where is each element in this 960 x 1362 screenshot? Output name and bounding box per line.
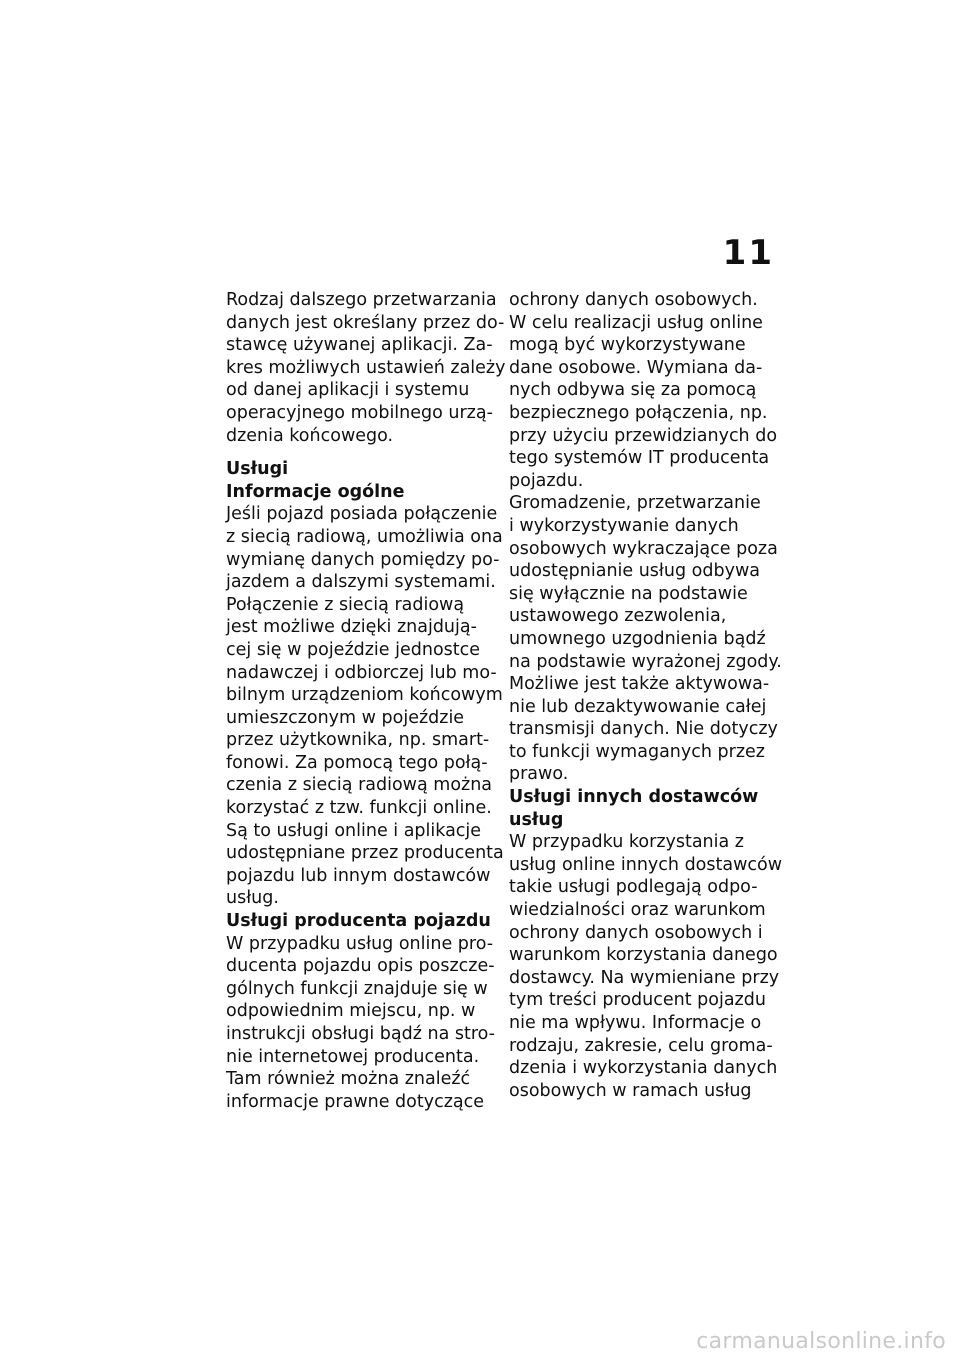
text-line: W przypadku usług online pro-: [226, 933, 494, 954]
text-line: dane osobowe. Wymiana da-: [509, 357, 763, 378]
section-heading: Informacje ogólne: [226, 481, 405, 502]
text-line: osobowych wykraczające poza: [509, 538, 778, 559]
text-line: to funkcji wymaganych przez: [509, 741, 765, 762]
text-line: warunkom korzystania danego: [509, 945, 778, 966]
text-line: nych odbywa się za pomocą: [509, 380, 757, 401]
text-line: tego systemów IT producenta: [509, 448, 770, 469]
text-line: tym treści producent pojazdu: [509, 990, 766, 1011]
text-line: Są to usługi online i aplikacje: [226, 820, 482, 841]
text-line: na podstawie wyrażonej zgody.: [509, 651, 782, 672]
watermark: carmanualsonline.info: [696, 1329, 946, 1354]
text-line: czenia z siecią radiową można: [226, 775, 493, 796]
page-number: 11: [722, 233, 774, 273]
left-column: [226, 289, 506, 1113]
text-line: danych jest określany przez do-: [226, 312, 505, 333]
text-line: W przypadku korzystania z: [509, 832, 744, 853]
text-line: prawo.: [509, 764, 569, 785]
text-line: nie internetowej producenta.: [226, 1046, 480, 1067]
text-line: usług.: [226, 888, 279, 909]
paragraph-gap: [226, 447, 496, 458]
text-line: pojazdu.: [509, 470, 584, 491]
text-line: i wykorzystywanie danych: [509, 515, 739, 536]
text-line: umownego uzgodnienia bądź: [509, 628, 766, 649]
text-line: ochrony danych osobowych i: [509, 922, 763, 943]
text-line: takie usługi podlegają odpo-: [509, 877, 758, 898]
text-line: kres możliwych ustawień zależy: [226, 357, 506, 378]
text-line: cej się w pojeździe jednostce: [226, 639, 481, 660]
text-line: dostawcy. Na wymieniane przy: [509, 967, 780, 988]
text-line: wymianę danych pomiędzy po-: [226, 549, 500, 570]
text-line: osobowych w ramach usług: [509, 1080, 752, 1101]
text-line: jazdem a dalszymi systemami.: [226, 572, 496, 593]
section-heading: Usługi producenta pojazdu: [226, 911, 491, 932]
text-line: umieszczonym w pojeździe: [226, 707, 465, 728]
section-heading: usług: [509, 809, 564, 830]
text-line: Połączenie z siecią radiową: [226, 594, 465, 615]
text-line: Gromadzenie, przetwarzanie: [509, 493, 761, 514]
section-heading: Usługi: [226, 459, 289, 480]
text-line: usług online innych dostawców: [509, 854, 783, 875]
text-line: wiedzialności oraz warunkom: [509, 900, 766, 921]
text-line: przez użytkownika, np. smart-: [226, 730, 490, 751]
section-heading: Usługi innych dostawców: [509, 787, 759, 808]
text-line: nie lub dezaktywowanie całej: [509, 696, 767, 717]
text-line: jest możliwe dzięki znajdują-: [226, 617, 477, 638]
text-line: nadawczej i odbiorczej lub mo-: [226, 662, 497, 683]
text-line: bilnym urządzeniom końcowym: [226, 685, 503, 706]
text-line: nie ma wpływu. Informacje o: [509, 1013, 762, 1033]
text-line: W celu realizacji usług online: [509, 312, 763, 333]
right-column: [509, 289, 787, 1102]
text-line: dzenia końcowego.: [226, 425, 394, 446]
text-line: Tam również można znaleźć: [226, 1069, 471, 1090]
text-line: ducenta pojazdu opis poszcze-: [226, 956, 495, 977]
text-line: ustawowego zezwolenia,: [509, 606, 727, 627]
text-line: korzystać z tzw. funkcji online.: [226, 798, 492, 819]
text-line: transmisji danych. Nie dotyczy: [509, 719, 778, 740]
text-line: Jeśli pojazd posiada połączenie: [226, 504, 498, 525]
text-line: bezpiecznego połączenia, np.: [509, 402, 768, 423]
text-line: ochrony danych osobowych.: [509, 290, 758, 310]
text-line: Możliwe jest także aktywowa-: [509, 674, 770, 695]
text-line: gólnych funkcji znajduje się w: [226, 978, 488, 999]
text-line: mogą być wykorzystywane: [509, 335, 746, 356]
text-line: z siecią radiową, umożliwia ona: [226, 526, 503, 547]
text-line: dzenia i wykorzystania danych: [509, 1058, 778, 1079]
text-line: instrukcji obsługi bądź na stro-: [226, 1024, 495, 1044]
text-line: pojazdu lub innym dostawców: [226, 865, 491, 886]
text-line: operacyjnego mobilnego urzą-: [226, 402, 493, 423]
text-line: fonowi. Za pomocą tego połą-: [226, 752, 488, 773]
text-line: udostępniane przez producenta: [226, 843, 504, 864]
text-line: Rodzaj dalszego przetwarzania: [226, 290, 497, 310]
text-line: odpowiednim miejscu, np. w: [226, 1001, 476, 1022]
text-line: od danej aplikacji i systemu: [226, 380, 470, 401]
text-line: rodzaju, zakresie, celu groma-: [509, 1035, 773, 1056]
text-line: się wyłącznie na podstawie: [509, 583, 748, 604]
text-line: stawcę używanej aplikacji. Za-: [226, 335, 493, 356]
text-line: udostępnianie usług odbywa: [509, 561, 760, 582]
text-line: informacje prawne dotyczące: [226, 1091, 485, 1112]
text-line: przy użyciu przewidzianych do: [509, 425, 778, 446]
